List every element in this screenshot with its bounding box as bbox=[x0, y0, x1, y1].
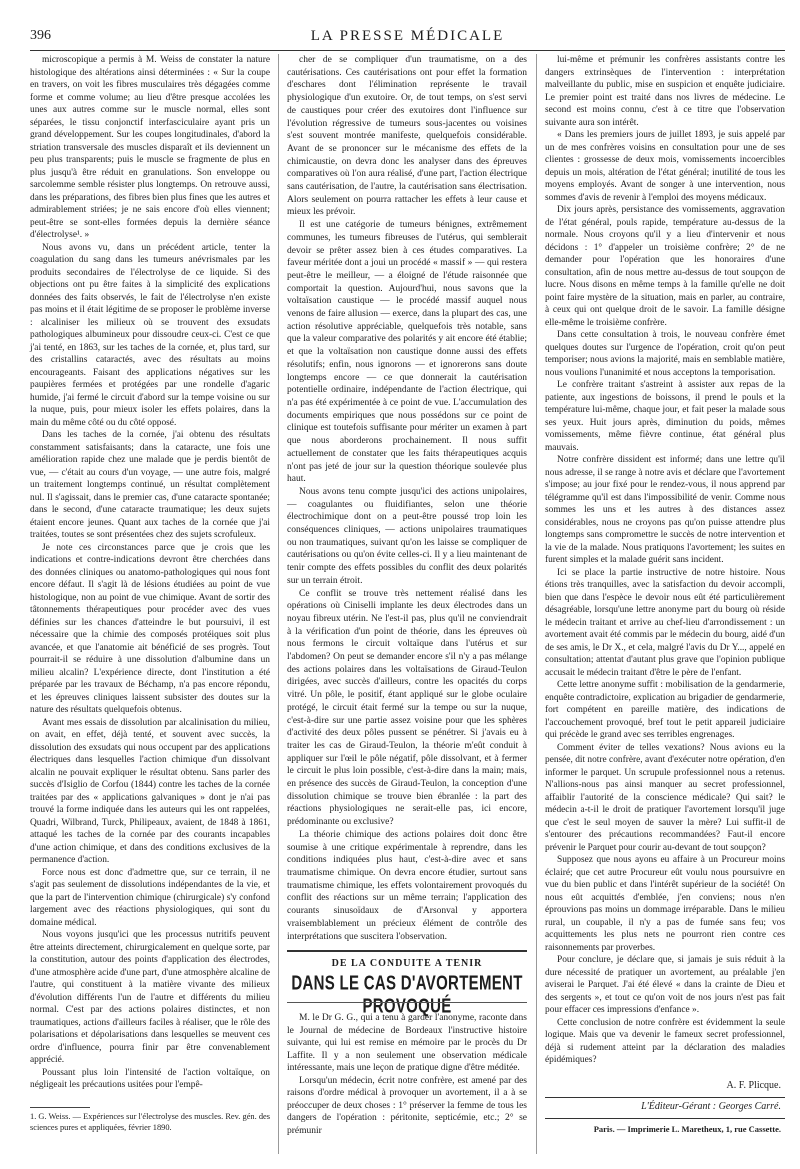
paragraph: Il est une catégorie de tumeurs bénignes, extrêmement communes, les tumeurs fibreuses de l'utérus, qui semblerait devoir se prêter assez bien à ces études comparatives. La faveur méritée dont a joui un procédé « massif » — qui restera peut-être le meilleur, — a éloigné de l'étude raisonnée que comportait la question. Aujourd'hui, nous savons que la voltaïsation caustique — le procédé massif auquel nous venons de faire allusion — exerce, dans la plupart des cas, une action résolutive appréciable, quelquefois très notable, sans que la valeur comparative des polarités y ait encore été établie; et que la voltaïsation non caustique donne aussi des effets résolutifs; enfin, nous ignorons — et ignorerons sans doute longtemps encore — ce que donnerait la cautérisation potentielle ordinaire, indépendante de l'action électrique, qui n'a pas été expérimentée à ce point de vue. L'accumulation des documents empiriques que nous possédons sur ce point de clinique est toutefois suffisante pour mériter un examen à part que nous aborderons prochainement. Il nous suffit actuellement de constater que les faits thérapeutiques acquis n'ont pas jeté de jour sur la question théorique soulevée plus haut. bbox=[287, 220, 527, 485]
column-right bbox=[545, 54, 785, 1067]
paragraph: Dans les taches de la cornée, j'ai obtenu des résultats constamment satisfaisants; dans la cataracte, une fois une amélioration rapide chez une malade que je perdis bientôt de vue, — c'était au cours d'un voyage, — une autre fois, malgré un traitement longtemps continué, un résultat complètement nul. Il s'agissait, dans le premier cas, d'une cataracte spontanée; dans le second, d'une cataracte traumatique; les deux sujets étaient encore jeunes. Quant aux taches de la cornée que j'ai traitées, toutes se sont présentées chez des sujets scrofuleux. bbox=[30, 430, 270, 540]
journal-title: LA PRESSE MÉDICALE bbox=[310, 28, 505, 44]
column-divider bbox=[536, 54, 537, 1154]
paragraph: Dix jours après, persistance des vomissements, aggravation de l'état général, pouls rapide, température au-dessus de la normale. Nous croyons qu'il y a lieu d'intervenir et nous décidons : 1° d'appeler un troisième confrère; 2° de ne demander pour l'opération que les honoraires d'une consultation, afin de nous mettre au-dessus de tout soupçon de lucre. Nous disons en même temps à la famille qu'elle ne doit point faire mystère de la situation, mais en parler, au contraire, à ceux qui ont quelque droit de le savoir. La famille désigne elle-même le troisième confrère. bbox=[545, 205, 785, 328]
paragraph: Supposez que nous ayons eu affaire à un Procureur moins éclairé; que cet autre Procureur eût voulu nous poursuivre en vue du bien public et dans l'intérêt supérieur de la société! On nous eût acquittés d'emblée, j'en conviens; nous n'en éprouvions pas moins un dommage irréparable. Dans le milieu rural, un coupable, il n'y a pas de fumée sans feu; vos acquittements les plus nets ne pourront rien contre ces raisonnements par proverbes. bbox=[545, 855, 785, 953]
column-left bbox=[30, 54, 270, 1094]
author-signature: A. F. Plicque. bbox=[726, 1080, 781, 1091]
paragraph: Cette conclusion de notre confrère est évidemment la seule logique. Mais que va devenir le fameux secret professionnel, déjà si rudement atteint par la déclaration des maladies épidémiques? bbox=[545, 1017, 785, 1065]
paragraph: Nous voyons jusqu'ici que les processus nutritifs peuvent être atteints directement, chirurgicalement en quelque sorte, par la constitution, autour des points d'application des électrodes, d'une atmosphère acide d'une part, d'une atmosphère alcaline de l'autre, qui constituent à la matière vivante des milieux d'évolution différents l'un de l'autre et différents du milieu normal. C'est par des actions polaires distinctes, et non traumatiques, actions d'ailleurs faciles à réaliser, que le rôle des polarisations et dépolarisations dans lesquelles se meuvent ces ordre d'influence, pourra finir par être convenablement apprécié. bbox=[30, 930, 270, 1065]
editor-line: L'Éditeur-Gérant : Georges Carré. bbox=[641, 1101, 781, 1112]
page-number: 396 bbox=[30, 28, 51, 43]
paragraph: Force nous est donc d'admettre que, sur ce terrain, il ne s'agit pas seulement de dissolutions indépendantes de la vie, et que la part de l'intervention chimique (chirurgicale) s'y confond largement avec des réactions physiologiques, qui sont du domaine médical. bbox=[30, 867, 270, 928]
printer-rule bbox=[545, 1118, 785, 1119]
title-rule bbox=[287, 1002, 527, 1003]
signature-rule bbox=[545, 1097, 785, 1098]
article-separator bbox=[287, 950, 527, 952]
paragraph: Poussant plus loin l'intensité de l'action voltaïque, on négligeait les précautions usitées pour l'empê- bbox=[30, 1067, 270, 1090]
paragraph: Ici se place la partie instructive de notre histoire. Nous étions très tranquilles, avec la satisfaction du devoir accompli, bien que dans l'espèce le devoir nous eût été particulièrement désagréable, lorsqu'une lettre anonyme part du bourg où réside le médecin traitant et arrive au chef-lieu d'arrondissement : un avortement avait été commis par le médecin du bourg, aidé d'un de ses amis, le Dr X., et cela, malgré l'avis du Dr Y..., appelé en consultation; attentat d'autant plus grave que l'opinion publique accusait le médecin traitant d'être le père de l'enfant. bbox=[545, 567, 785, 678]
paragraph: Avant mes essais de dissolution par alcalinisation du milieu, on avait, en effet, déjà tenté, et souvent avec succès, la dissolution des exsudats qui nous occupent par des applications électriques dans lesquelles l'action chimique d'un dissolvant alcalin ne pouvait expliquer le résultat obtenu. Sans parler des succès d'Isiglio de Corfou (1844) contre les taches de la cornée traitées par des « applications galvaniques » dont je n'ai pas trouvé la forme indiquée dans les auteurs qui les ont rappelées, Quadri, Wilbrand, Turck, Philipeaux, avaient, de 1848 à 1861, attaqué les taches de la cornée par des courants incapables d'une action chimique, et dans des conditions exclusives de la permanence d'action. bbox=[30, 717, 270, 865]
page-header bbox=[30, 28, 785, 48]
column-middle bbox=[287, 54, 527, 943]
paragraph: Pour conclure, je déclare que, si jamais je suis réduit à la dure nécessité de pratiquer un avortement, au préalable j'en aviserai le Parquet. J'ai été élevé « dans la crainte de Dieu et des sergents », et tout ce qu'on voit de nos jours n'est pas fait pour effacer ces impressions d'enfance ». bbox=[545, 955, 785, 1015]
paragraph: Cette lettre anonyme suffit : mobilisation de la gendarmerie, enquête contradictoire, explication au brigadier de gendarmerie, fort compétent en pareille matière, des indications de l'accouchement provoqué, bref tout le petit appareil judiciaire qui précède le grand avec ses terribles engrenages. bbox=[545, 680, 785, 740]
paragraph: microscopique a permis à M. Weiss de constater la nature histologique des altérations ainsi déterminées : « Sur la coupe en travers, on voit les fibres musculaires très dégagées comme forme et comme volume; au lieu d'être presque accolées les unes aux autres comme sur le muscle normal, elles sont séparées, le tissu conjonctif interfasciculaire ayant pris un grand développement. Sur les coupes longitudinales, d'abord la striation transversale des muscles disparaît et ils deviennent un peu plus transparents; puis le muscle se fragmente de plus en plus jusqu'à être réduit en granulations. Son enveloppe ou sarcolemme semble résister plus longtemps. On retrouve aussi, dans les préparations, des fibres bien plus fines que les autres et admirablement striées; je ne sais encore d'où elles viennent; peut-être se sont-elles formées depuis la dernière séance d'électrolyse¹. » bbox=[30, 55, 270, 240]
paragraph: Le confrère traitant s'astreint à assister aux repas de la patiente, aux ingestions de boissons, il prend le pouls et la température lui-même, chaque jour, et fait peser la malade sous ses yeux. Huit jours après, diminution du poids, mêmes vomissements, même fièvre continue, état général plus mauvais. bbox=[545, 380, 785, 453]
paragraph: Dans cette consultation à trois, le nouveau confrère émet quelques doutes sur l'urgence de l'opération, croit qu'on peut temporiser; nous avions la majorité, mais en semblable matière, nous voulions l'unanimité et nous acceptons la temporisation. bbox=[545, 330, 785, 378]
paragraph: M. le Dr G. G., qui a tenu à garder l'anonyme, raconte dans le Journal de médecine de Bordeaux l'instructive histoire suivante, qui lui est remise en mémoire par le procès du Dr Laffite. Il y a non seulement une observation médicale intéressante, mais une leçon de pratique digne d'être méditée. bbox=[287, 1013, 527, 1073]
paragraph: Nous avons tenu compte jusqu'ici des actions unipolaires, — coagulantes ou fluidifiantes, selon une théorie électrochimique dont on a peut-être poussé trop loin les conséquences cliniques, — actions unipolaires traumatiques ou non traumatiques, suivant qu'on les laisse se compliquer de cautérisations ou qu'on évite celles-ci. Il y a lieu maintenant de tenir compte des effets possibles du conflit des deux polarités sur un terrain étroit. bbox=[287, 486, 527, 586]
paragraph: La théorie chimique des actions polaires doit donc être soumise à une critique expérimentale à reprendre, dans les conditions indiquées plus haut, c'est-à-dire avec et sans traumatisme chimique. On devra encore étudier, surtout sans traumatisme chimique, les effets volontairement provoqués du conflit des réactions sur un même terrain; l'application des courants sinusoïdaux de d'Arsonval y apportera vraisemblablement un précieux élément de contrôle des interprétations que suscitera l'observation. bbox=[287, 829, 527, 942]
paragraph: Nous avons vu, dans un précédent article, tenter la coagulation du sang dans les tumeurs anévrismales par les produits secondaires de l'électrolyse de ce liquide. Si des objections ont pu être faites à la simplicité des explications données des faits observés, le fait de l'électrolyse n'en existe pas moins et il était légitime de se proposer le problème inverse : alcaliniser les milieux où se trouvent des exsudats pathologiques albumineux pour dissoudre ceux-ci. C'est ce que j'ai tenté, en 1863, sur les taches de la cornée, et, plus tard, sur des cristallins cataractés, avec des résultats au moins encourageants. Faisant des applications négatives sur les paupières fermées et protégées par une rondelle d'agaric humide, j'ai fermé le circuit d'abord sur la tempe voisine ou sur la nuque, puis, pour mieux isoler les effets polaires, dans la main du même côté ou du côté opposé. bbox=[30, 242, 270, 428]
paragraph: Je note ces circonstances parce que je crois que les indications et contre-indications devront être cherchées dans des données cliniques ou anatomo-pathologiques qui nous font encore défaut. Il s'agit là de lésions étudiées au point de vue histologique, non au point de vue chimique. Avant de sortir des tâtonnements thérapeutiques pour procéder avec des vues définies sur les chances d'atteindre le but poursuivi, il est nécessaire que la chimie des composés protéiques soit plus avancée, et que l'anatomie ait bénéficié de ses progrès. Tout pourrait-il se réduire à une dissolution d'albumine dans un milieu alcalin? L'expérience directe, dont l'institution a été préparée par les travaux de Béchamp, n'a pas encore répondu, et les épreuves cliniques laissent subsister des doutes sur la nature des résultats quelquefois obtenus. bbox=[30, 542, 270, 715]
paragraph: Comment éviter de telles vexations? Nous avions eu la pensée, dit notre confrère, avant d'exécuter notre opération, d'en informer le parquet. Un scrupule professionnel nous a retenus. N'allions-nous pas ainsi manquer au secret professionnel, affaiblir l'autorité de la conscience médicale? Qui sait? le médecin a-t-il le droit de pratiquer l'avortement lorsqu'il juge que c'est le seul moyen de sauver la mère? Lui suffit-il de s'entourer des précautions recommandées? Faut-il encore prévenir le Parquet pour courir au-devant de tout soupçon? bbox=[545, 742, 785, 853]
column-divider bbox=[278, 54, 279, 1154]
header-rule bbox=[30, 50, 785, 51]
paragraph: Ce conflit se trouve très nettement réalisé dans les opérations où Ciniselli implante les deux électrodes dans un noyau fibreux utérin. Ne l'est-il pas, plus qu'il ne conviendrait à la vérification d'un point de théorie, dans les épreuves où nous fermons le circuit voltaïque dans l'utérus et sur l'abdomen? On peut se demander encore s'il n'y a pas mélange des actions polaires dans les voltaïsations de Giraud-Teulon dirigées, avec succès d'ailleurs, contre les opacités du corps vitré. Un pôle, le positif, étant appliqué sur le globe oculaire protégé, le circuit était fermé sur la tempe ou sur la nuque, c'est-à-dire sur une partie assez voisine pour que les sphères d'activité des deux pôles pussent se pénétrer. Si j'avais eu à traiter les cas de Giraud-Teulon, la théorie m'eût conduit à appliquer sur l'œil le pôle négatif, pôle dissolvant, et à fermer le circuit le plus loin possible, c'est-à-dire dans la main; mais, en présence des succès de Giraud-Teulon, la conception d'une dissolution chimique se trouve bien ébranlée : la part des réactions physiologiques ne serait-elle pas, ici encore, prédominante ou exclusive? bbox=[287, 588, 527, 828]
footnote: 1. G. Weiss. — Expériences sur l'électrolyse des muscles. Rev. gén. des sciences pures et appliquées, février 1890. bbox=[30, 1112, 270, 1132]
paragraph: « Dans les premiers jours de juillet 1893, je suis appelé par un de mes confrères voisins en consultation pour une de ses clientes : grossesse de deux mois, vomissements incoercibles depuis un mois, altération de l'état général; inutilité de tous les moyens employés. Avant de songer à une intervention, nous sommes d'avis de revenir à l'emploi des moyens médicaux. bbox=[545, 130, 785, 203]
article-body bbox=[287, 1012, 527, 1137]
footnote-rule bbox=[30, 1107, 90, 1108]
article-title: DANS LE CAS D'AVORTEMENT PROVOQUÉ bbox=[291, 972, 523, 1018]
paragraph: Notre confrère dissident est informé; dans une lettre qu'il nous adresse, il se range à notre avis et déclare que l'avortement s'impose; au jour fixé pour le rendez-vous, il nous apprend par télégramme qu'il est dans l'impossibilité de venir. Comme nous sommes les uns et les autres à des distances assez considérables, nous ne croyons pas qu'on puisse attendre plus longtemps sans compromettre le succès de notre intervention et la vie de la malade. Nous pratiquons l'avortement; les suites en furent simples et la malade guérit sans incident. bbox=[545, 455, 785, 565]
section-label: DE LA CONDUITE A TENIR bbox=[331, 958, 483, 969]
printer-line: Paris. — Imprimerie L. Maretheux, 1, rue Cassette. bbox=[593, 1124, 781, 1134]
paragraph: cher de se compliquer d'un traumatisme, on a des cautérisations. Ces cautérisations ont pour effet la formation d'eschares dont l'élimination représente le travail physiologique d'un exutoire. Or, de tout temps, on s'est servi de caustiques pour créer des exutoires dont l'influence sur l'évolution régressive de tumeurs sous-jacentes ou voisines s'est souvent montrée manifeste, quelquefois considérable. Avant de se prononcer sur le mécanisme des effets de la chimicaustie, on devra donc les analyser dans des épreuves comparatives où l'on aura réalisé, d'une part, l'action électrique sans cautérisation, de l'autre, la cautérisation sans électrisation. Alors seulement on pourra rattacher les effets à leur cause et mieux les prévoir. bbox=[287, 55, 527, 218]
paragraph: Lorsqu'un médecin, écrit notre confrère, est amené par des raisons d'ordre médical à provoquer un avortement, il a à se préoccuper de deux choses : 1° préserver la femme de tous les dangers de l'opération : péritonite, septicémie, etc.; 2° se prémunir bbox=[287, 1075, 527, 1136]
paragraph: lui-même et prémunir les confrères assistants contre les dangers extrinsèques de l'intervention : interprétation malveillante du public, mise en suspicion et enquête judiciaire. Le premier point est traité dans nos livres de médecine. Le second est moins connu, c'est à ce titre que l'observation suivante aura son intérêt. bbox=[545, 55, 785, 128]
